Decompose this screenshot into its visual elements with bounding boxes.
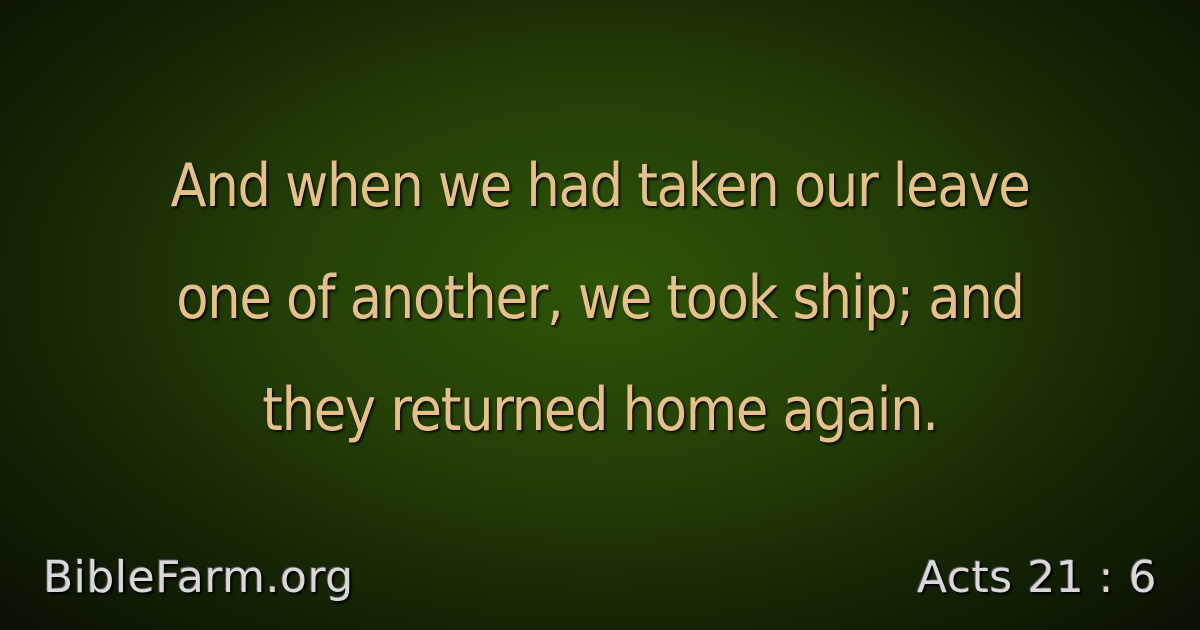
verse-line-1: And when we had taken our leave [170, 151, 1030, 221]
verse-line-3: they returned home again. [262, 375, 938, 445]
verse-line-2: one of another, we took ship; and [176, 263, 1024, 333]
verse-text [107, 130, 1093, 466]
site-name: BibleFarm.org [43, 552, 354, 603]
verse-reference: Acts 21 : 6 [917, 552, 1157, 603]
